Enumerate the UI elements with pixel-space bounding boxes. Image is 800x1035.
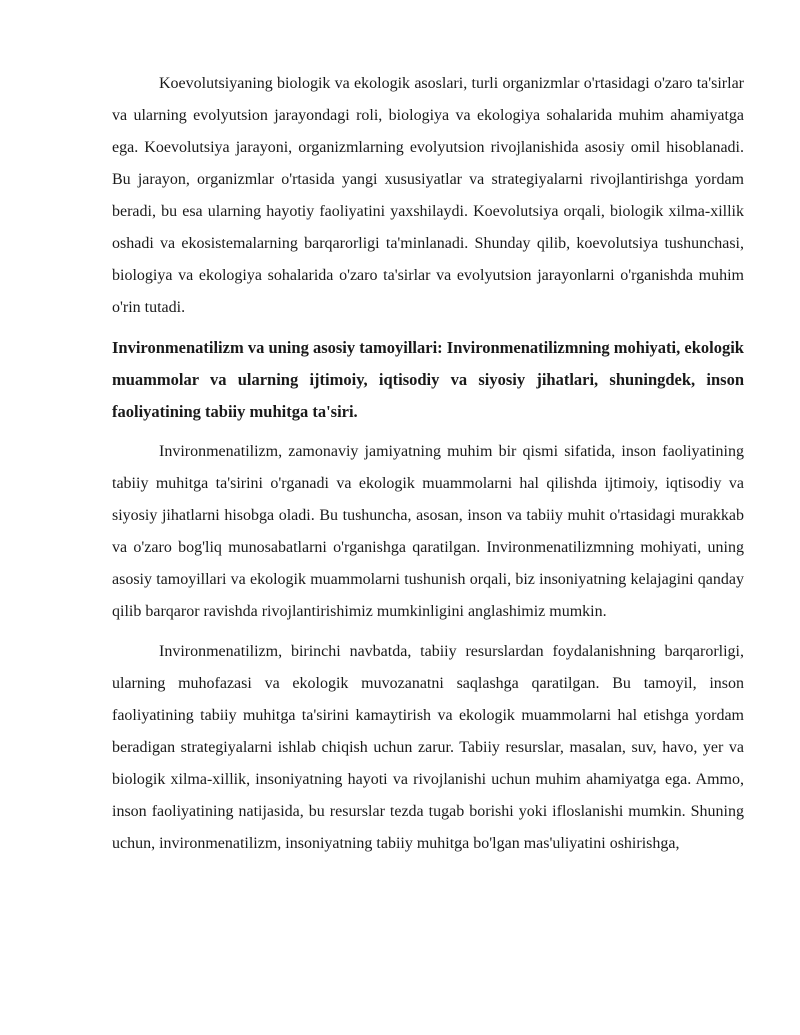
document-body: [112, 68, 744, 860]
paragraph-invironmenatilizm-resources: Invironmenatilizm, birinchi navbatda, tabiiy resurslardan foydalanishning barqarorligi, ularning muhofazasi va ekologik muvozanatni saqlashga qaratilgan. Bu tamoyil, inson faoliyatining tabiiy muhitga ta'sirini kamaytirish va ekologik muammolarni hal etishga yordam beradigan strategiyalarni ishlab chiqish uchun zarur. Tabiiy resurslar, masalan, suv, havo, yer va biologik xilma-xillik, insoniyatning hayoti va rivojlanishi uchun muhim ahamiyatga ega. Ammo, inson faoliyatining natijasida, bu resurslar tezda tugab borishi yoki ifloslanishi mumkin. Shuning uchun, invironmenatilizm, insoniyatning tabiiy muhitga bo'lgan mas'uliyatini oshirishga,: [112, 643, 744, 852]
section-heading: Invironmenatilizm va uning asosiy tamoyillari: Invironmenatilizmning mohiyati, ekologik muammolar va ularning ijtimoiy, iqtisodiy va siyosiy jihatlari, shuningdek, inson faoliyatining tabiiy muhitga ta'siri.: [112, 338, 744, 421]
paragraph-invironmenatilizm-intro: Invironmenatilizm, zamonaviy jamiyatning muhim bir qismi sifatida, inson faoliyatining tabiiy muhitga ta'sirini o'rganadi va ekologik muammolarni hal qilishda ijtimoiy, iqtisodiy va siyosiy jihatlarni hisobga oladi. Bu tushuncha, asosan, inson va tabiiy muhit o'rtasidagi murakkab va o'zaro bog'liq munosabatlarni o'rganishga qaratilgan. Invironmenatilizmning mohiyati, uning asosiy tamoyillari va ekologik muammolarni tushunish orqali, biz insoniyatning kelajagini qanday qilib barqaror ravishda rivojlantirishimiz mumkinligini anglashimiz mumkin.: [112, 443, 744, 620]
paragraph-koevolutsiya: Koevolutsiyaning biologik va ekologik asoslari, turli organizmlar o'rtasidagi o'zaro ta'sirlar va ularning evolyutsion jarayondagi roli, biologiya va ekologiya sohalarida muhim ahamiyatga ega. Koevolutsiya jarayoni, organizmlarning evolyutsion rivojlanishida asosiy omil hisoblanadi. Bu jarayon, organizmlar o'rtasida yangi xususiyatlar va strategiyalarni rivojlantirishga yordam beradi, bu esa ularning hayotiy faoliyatini yaxshilaydi. Koevolutsiya orqali, biologik xilma-xillik oshadi va ekosistemalarning barqarorligi ta'minlanadi. Shunday qilib, koevolutsiya tushunchasi, biologiya va ekologiya sohalarida o'zaro ta'sirlar va evolyutsion jarayonlarni o'rganishda muhim o'rin tutadi.: [112, 75, 744, 316]
